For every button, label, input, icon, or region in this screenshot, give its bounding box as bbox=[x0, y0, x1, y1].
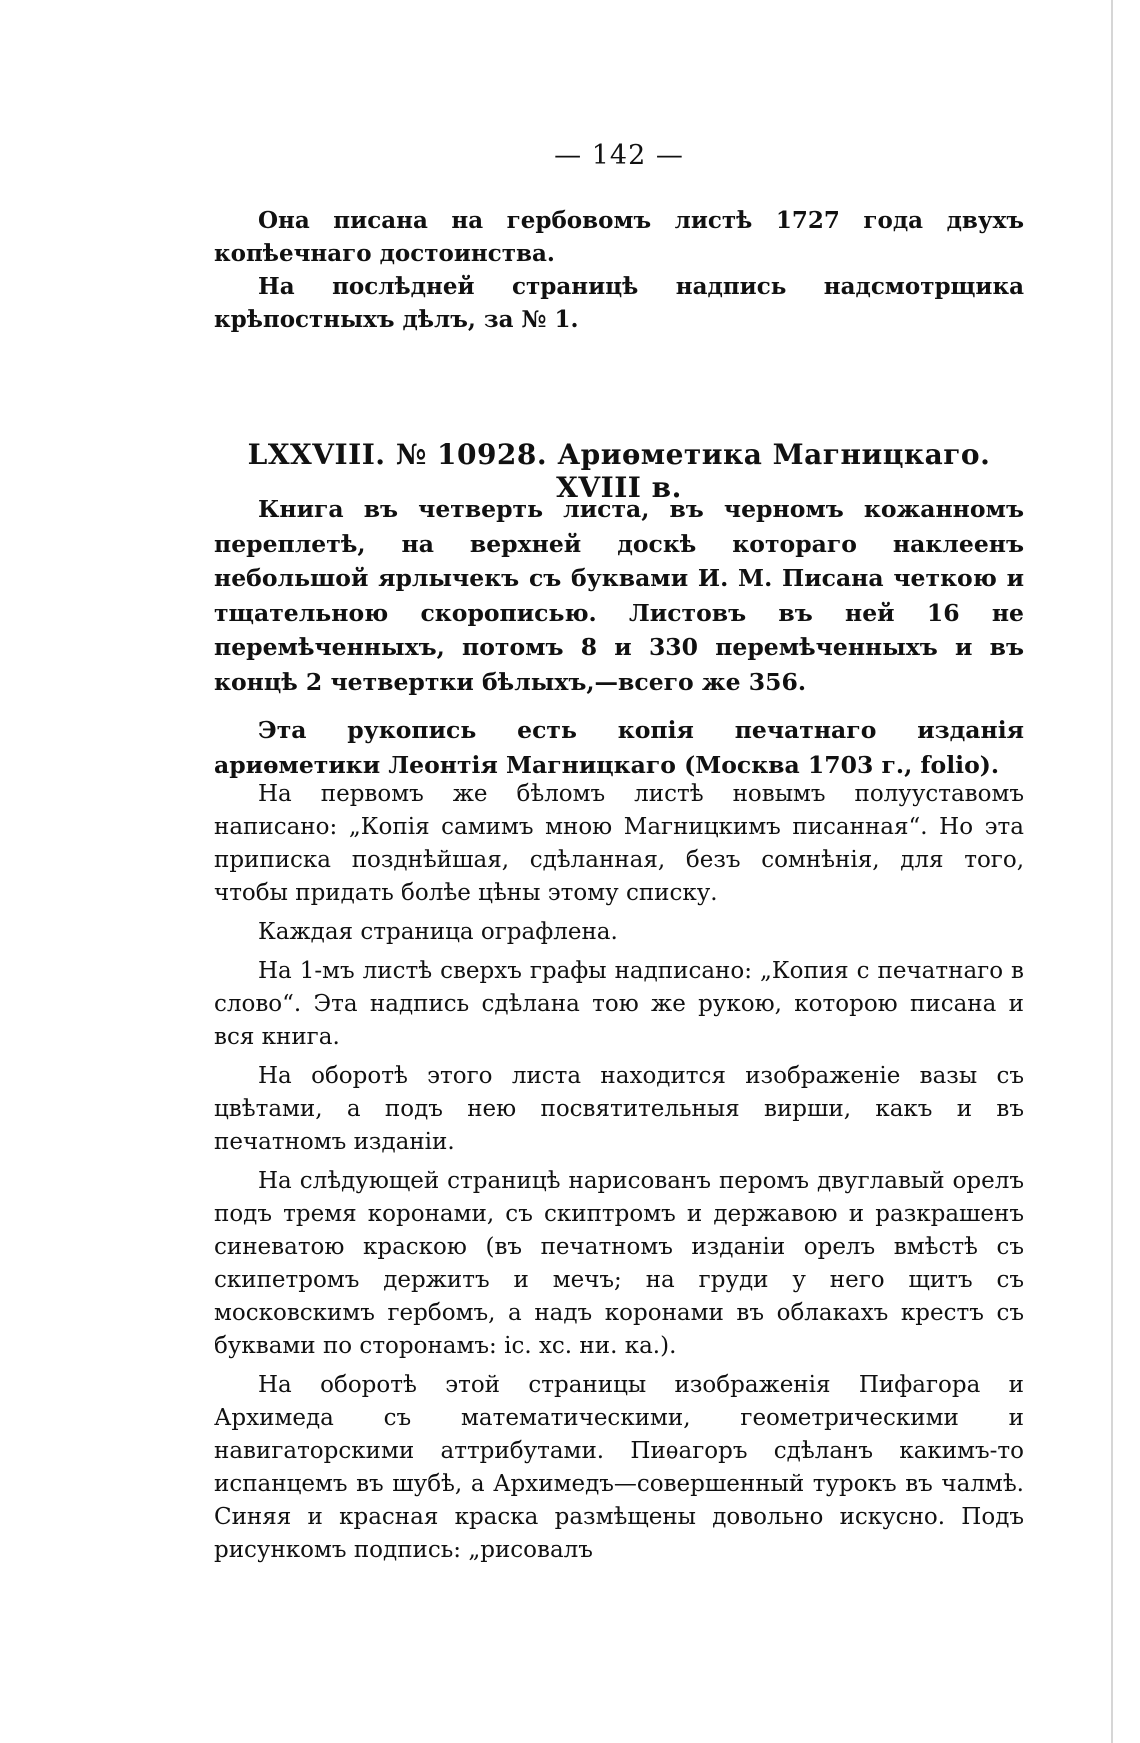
page-number: — 142 — bbox=[554, 140, 684, 171]
intro-block bbox=[214, 204, 1024, 336]
paragraph: На 1-мъ листѣ сверхъ графы надписано: „Копия с печатнаго в слово“. Эта надпись сдѣлана тою же рукою, которою писана и вся книга. bbox=[214, 958, 1024, 1050]
intro-paragraph: На послѣдней страницѣ надпись надсмотрщика крѣпостныхъ дѣлъ, за № 1. bbox=[214, 273, 1024, 333]
paragraph: Каждая страница ографлена. bbox=[258, 919, 618, 945]
paragraph: На оборотѣ этого листа находится изображеніе вазы съ цвѣтами, а подъ нею посвятительныя вирши, какъ и въ печатномъ изданіи. bbox=[214, 1063, 1024, 1155]
paragraph: На первомъ же бѣломъ листѣ новымъ полууставомъ написано: „Копія самимъ мною Магницкимъ писанная“. Но эта приписка позднѣйшая, сдѣланная, безъ сомнѣнія, для того, чтобы придать болѣе цѣны этому списку. bbox=[214, 781, 1024, 906]
intro-paragraph: Она писана на гербовомъ листѣ 1727 года двухъ копѣечнаго достоинства. bbox=[214, 207, 1024, 267]
paragraph: Книга въ четверть листа, въ черномъ кожанномъ переплетѣ, на верхней доскѣ котораго наклеенъ небольшой ярлычекъ съ буквами И. М. Писана четкою и тщательною скорописью. Листовъ въ ней 16 не перемѣченныхъ, потомъ 8 и 330 перемѣченныхъ и въ концѣ 2 четвертки бѣлыхъ,—всего же 356. bbox=[214, 495, 1024, 696]
section-heading: LXXVIII. № 10928. Ариѳметика Магницкаго. XVIII в. bbox=[247, 438, 991, 504]
scan-edge-line bbox=[1111, 0, 1113, 1743]
description-block bbox=[214, 778, 1024, 1567]
description-bold-block bbox=[214, 492, 1024, 782]
paragraph: На оборотѣ этой страницы изображенія Пифагора и Архимеда съ математическими, геометрическими и навигаторскими аттрибутами. Пиѳагоръ сдѣланъ какимъ-то испанцемъ въ шубѣ, а Архимедъ—совершенный турокъ въ чалмѣ. Синяя и красная краска размѣщены довольно искусно. Подъ рисункомъ подпись: „рисовалъ bbox=[214, 1372, 1024, 1563]
paragraph: Эта рукопись есть копія печатнаго изданія ариѳметики Леонтія Магницкаго (Москва 1703 г., folio). bbox=[214, 716, 1024, 779]
paragraph: На слѣдующей страницѣ нарисованъ перомъ двуглавый орелъ подъ тремя коронами, съ скиптромъ и державою и разкрашенъ синеватою краскою (въ печатномъ изданіи орелъ вмѣстѣ съ скипетромъ держитъ и мечъ; на груди у него щитъ съ московскимъ гербомъ, а надъ коронами въ облакахъ крестъ съ буквами по сторонамъ: іс. хс. ни. ка.). bbox=[214, 1168, 1024, 1359]
